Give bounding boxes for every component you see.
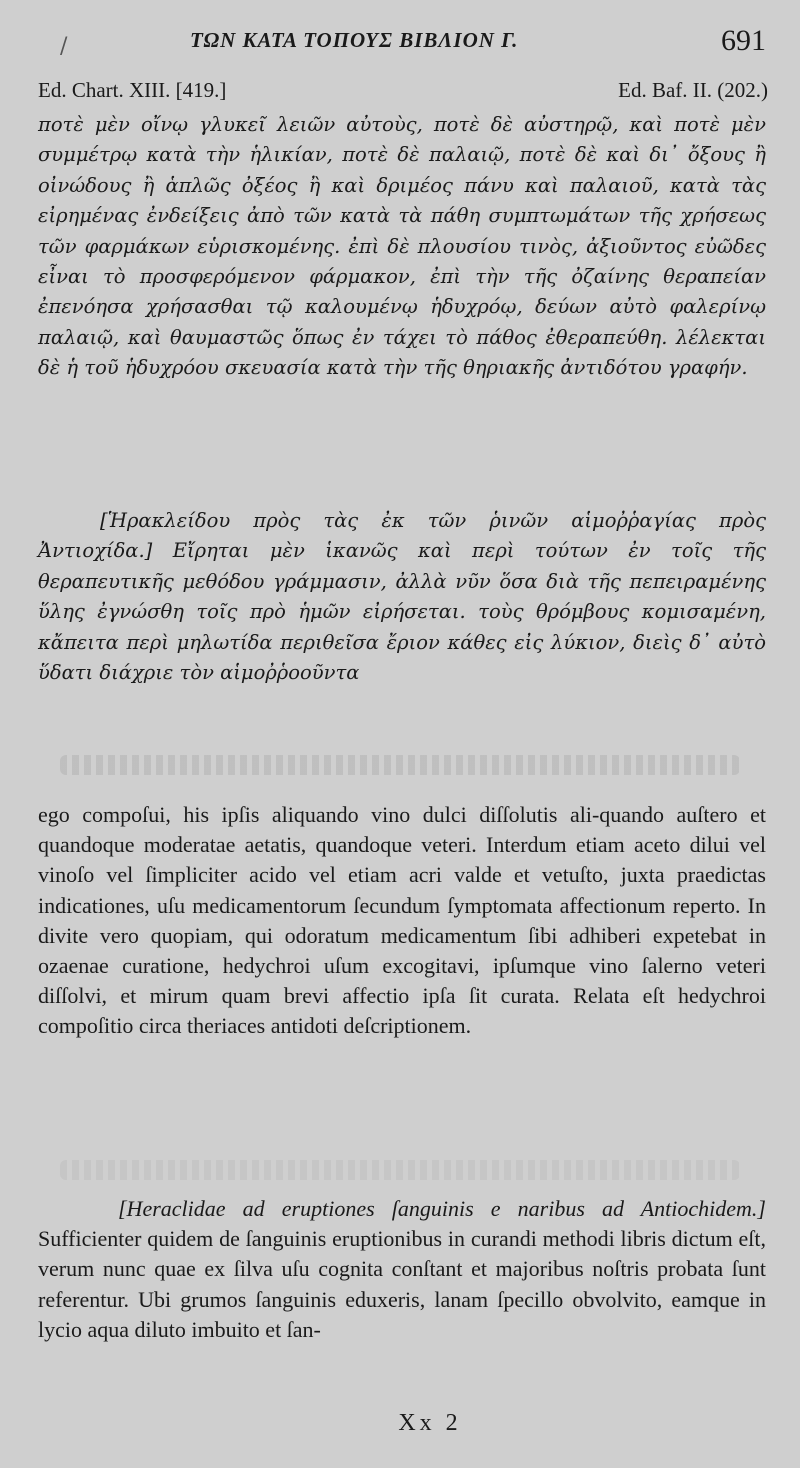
margin-mark: / — [60, 34, 68, 59]
running-title: ΤΩΝ ΚΑΤΑ ΤΟΠΟΥΣ ΒΙΒΛΙΟΝ Γ. — [190, 28, 519, 52]
show-through-bleed-2 — [60, 1160, 740, 1180]
latin-paragraph-2-text: Sufficienter quidem de ſanguinis eruptionibus in curandi methodi libris dictum eſt, verum nunc quae ex ſilva uſu cognita conſtant et majoribus noſtris probata ſunt referentur. Ubi grumos ſanguinis eduxeris, lanam ſpecillo obvolvito, eamque in lycio aqua diluto imbuito et ſan- — [38, 1226, 766, 1342]
page-number: 691 — [721, 24, 766, 57]
show-through-bleed — [60, 755, 740, 775]
edition-reference-line — [38, 78, 768, 106]
greek-paragraph-2 — [38, 506, 766, 688]
edition-basel-ref: Ed. Baf. II. (202.) — [618, 78, 768, 102]
running-head — [0, 26, 800, 66]
latin-paragraph-1: ego compoſui, his ipſis aliquando vino dulci diſſolutis ali-quando auſtero et quandoque moderatae aetatis, quandoque veteri. Interdum etiam aceto dilui vel vinoſo vel ſimpliciter acido vel etiam acri valde et vetuſto, juxta praedictas indicationes, uſu medicamentorum ſecundum ſymptomata affectionum reperto. In divite vero quopiam, qui odoratum medicamentum ſibi adhiberi expetebat in ozaenae curatione, hedychroi uſum excogitavi, ipſumque vino ſalerno veteri diſſolvi, et mirum quam brevi affectio ipſa ſit curata. Relata eſt hedychroi compoſitio circa theriaces antidoti deſcriptionem. — [38, 802, 766, 1039]
greek-section-heading: [Ἡρακλείδου πρὸς τὰς ἐκ τῶν ῥινῶν αἱμοῤῥαγίας πρὸς Ἀντιοχίδα.] — [38, 509, 766, 563]
greek-paragraph-1: ποτὲ μὲν οἴνῳ γλυκεῖ λειῶν αὐτοὺς, ποτὲ δὲ αὐστηρῷ, καὶ ποτὲ μὲν συμμέτρῳ κατὰ τὴν ἡλικίαν, ποτὲ δὲ παλαιῷ, ποτὲ δὲ καὶ δι᾽ ὄξους ἢ οἰνώδους ἢ ἁπλῶς ὀξέος ἢ καὶ δριμέος πάνυ καὶ παλαιοῦ, κατὰ τὰς εἰρημένας ἐνδείξεις ἀπὸ τῶν κατὰ τὰ πάθη συμπτωμάτων τῆς χρήσεως τῶν φαρμάκων εὑρισκομένης. ἐπὶ δὲ πλουσίου τινὸς, ἀξιοῦντος εὐῶδες εἶναι τὸ προσφερόμενον φάρμακον, ἐπὶ τὴν τῆς ὀζαίνης θεραπείαν ἐπενόησα χρήσασθαι τῷ καλουμένῳ ἡδυχρόῳ, δεύων αὐτὸ φαλερίνῳ παλαιῷ, καὶ θαυμαστῶς ὅπως ἐν τάχει τὸ πάθος ἐθεραπεύθη. λέλεκται δὲ ἡ τοῦ ἡδυχρόου σκευασία κατὰ τὴν τῆς θηριακῆς ἀντιδότου γραφήν. — [38, 113, 766, 380]
edition-chartier-ref: Ed. Chart. XIII. [419.] — [38, 78, 227, 102]
greek-paragraph-2-text: Εἴρηται μὲν ἱκανῶς καὶ περὶ τούτων ἐν τοῖς τῆς θεραπευτικῆς μεθόδου γράμμασιν, ἀλλὰ νῦν ὅσα διὰ τῆς πεπειραμένης ὕλης ἐγνώσθη τοῖς πρὸ ἡμῶν εἰρήσεται. τοὺς θρόμβους κομισαμένη, κἄπειτα περὶ μηλωτίδα περιθεῖσα ἔριον κάθες εἰς λύκιον, διεὶς δ᾽ αὐτὸ ὕδατι διάχριε τὸν αἱμοῤῥοοῦντα — [38, 539, 766, 685]
latin-section-heading: [Heraclidae ad eruptiones ſanguinis e naribus ad Antiochidem.] — [118, 1196, 766, 1221]
latin-paragraph-2 — [38, 1194, 766, 1345]
signature-mark: Xx 2 — [398, 1410, 462, 1436]
